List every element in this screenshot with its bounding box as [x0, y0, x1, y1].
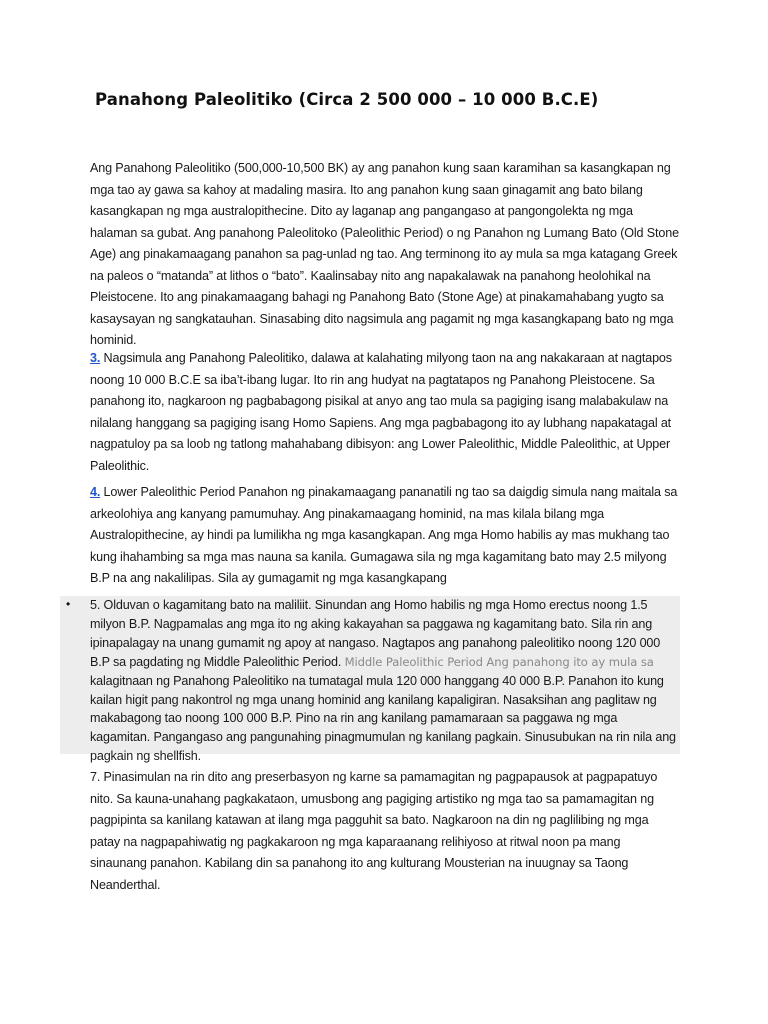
paragraph-5-text: 5. Olduvan o kagamitang bato na maliliit. Sinundan ang Homo habilis ng mga Homo erectus noong 1.5 milyon B.P. Nagpamalas ang mga ito ng aking kakayahan sa paggawa ng kagamitang bato. Sila rin ang ipinapalagay na unang gumamit ng apoy at nangaso. Nagtapos ang panahong paleolitiko noong 120 000 B.P sa pagdating ng Middle Paleolithic Period.: [90, 598, 661, 669]
paragraph-4-number-link[interactable]: 4.: [90, 485, 101, 499]
paragraph-3: [90, 348, 680, 477]
paragraph-3-text: Nagsimula ang Panahong Paleolitiko, dalawa at kalahating milyong taon na ang nakakaraan at nagtapos noong 10 000 B.C.E sa iba’t-ibang lugar. Ito rin ang hudyat na pagtatapos ng Panahong Pleistocene. Sa panahong ito, nagkaroon ng pagbabagong pisikal at anyo ang tao mula sa pagiging isang malabakulaw na nilalang hanggang sa pagiging isang Homo Sapiens. Ang mga pagbabagong ito ay lubhang napakatagal at nagpatuloy pa sa loob ng tatlong mahahabang dibisyon: ang Lower Paleolithic, Middle Paleolithic, at Upper Paleolithic.: [90, 351, 672, 473]
paragraph-3-number-link[interactable]: 3.: [90, 351, 101, 365]
paragraph-4: [90, 482, 680, 590]
paragraph-4-text: Lower Paleolithic Period Panahon ng pinakamaagang pananatili ng tao sa daigdig simula nang maitala sa arkeolohiya ang kanyang pamumuhay. Ang pinakamaagang hominid, na mas kilala bilang mga Australopithecine, ay hindi pa lumilikha ng mga kasangkapan. Ang mga Homo habilis ay mas mukhang tao kung ihahambing sa mga mas nauna sa kanila. Gumagawa sila ng mga kagamitang bato may 2.5 milyong B.P na ang nakalilipas. Sila ay gumagamit ng mga kasangkapang: [90, 485, 678, 585]
paragraph-5: [90, 596, 680, 766]
paragraph-7: 7. Pinasimulan na rin dito ang preserbasyon ng karne sa pamamagitan ng pagpapausok at pagpapatuyo nito. Sa kauna-unahang pagkakataon, umusbong ang pagiging artistiko ng mga tao sa pamamagitan ng pagpipinta sa kanilang katawan at ilang mga pagguhit sa bato. Nagkaroon na din ng paglilibing ng mga patay na nagpapahiwatig ng pagkakaroon ng mga kaparaanang relihiyoso at ritwal noon pa mang sinaunang panahon. Kabilang din sa panahong ito ang kulturang Mousterian na inuugnay sa Taong Neanderthal.: [90, 770, 658, 892]
document-title: Panahong Paleolitiko (Circa 2 500 000 – 10 000 B.C.E): [95, 90, 599, 109]
bullet-marker: •: [66, 597, 71, 611]
paragraph-1: Ang Panahong Paleolitiko (500,000-10,500 BK) ay ang panahon kung saan karamihan sa kasangkapan ng mga tao ay gawa sa kahoy at madaling masira. Ito ang panahon kung saan ginagamit ang bato bilang kasangkapan ng mga australopithecine. Dito ay laganap ang pangangaso at pangongolekta ng mga halaman sa gubat. Ang panahong Paleolitoko (Paleolithic Period) o ng Panahon ng Lumang Bato (Old Stone Age) ang pinakamaagang panahon sa pag-unlad ng tao. Ang terminong ito ay mula sa mga katagang Greek na paleos o “matanda” at lithos o “bato”. Kaalinsabay nito ang napakalawak na panahong heolohikal na Pleistocene. Ito ang pinakamaagang bahagi ng Panahong Bato (Stone Age) at pinakamahabang yugto sa kasaysayan ng sangkatauhan. Sinasabing dito nagsimula ang pagamit ng mga kasangkapang bato ng mga hominid.: [90, 161, 679, 347]
paragraph-5-gray-text: Middle Paleolithic Period Ang panahong ito ay mula sa: [344, 654, 654, 669]
paragraph-5-rest: kalagitnaan ng Panahong Paleolitiko na tumatagal mula 120 000 hanggang 40 000 B.P. Panahon ito kung kailan higit pang nakontrol ng mga unang hominid ang kanilang kapaligiran. Nasaksihan ang paglitaw ng makabagong tao noong 100 000 B.P. Pino na rin ang kanilang pamamaraan sa paggawa ng mga kagamitan. Pangangaso ang pangunahing pinagmumulan ng kanilang pagkain. Sinusubukan na rin nila ang pagkain ng shellfish.: [90, 673, 676, 764]
